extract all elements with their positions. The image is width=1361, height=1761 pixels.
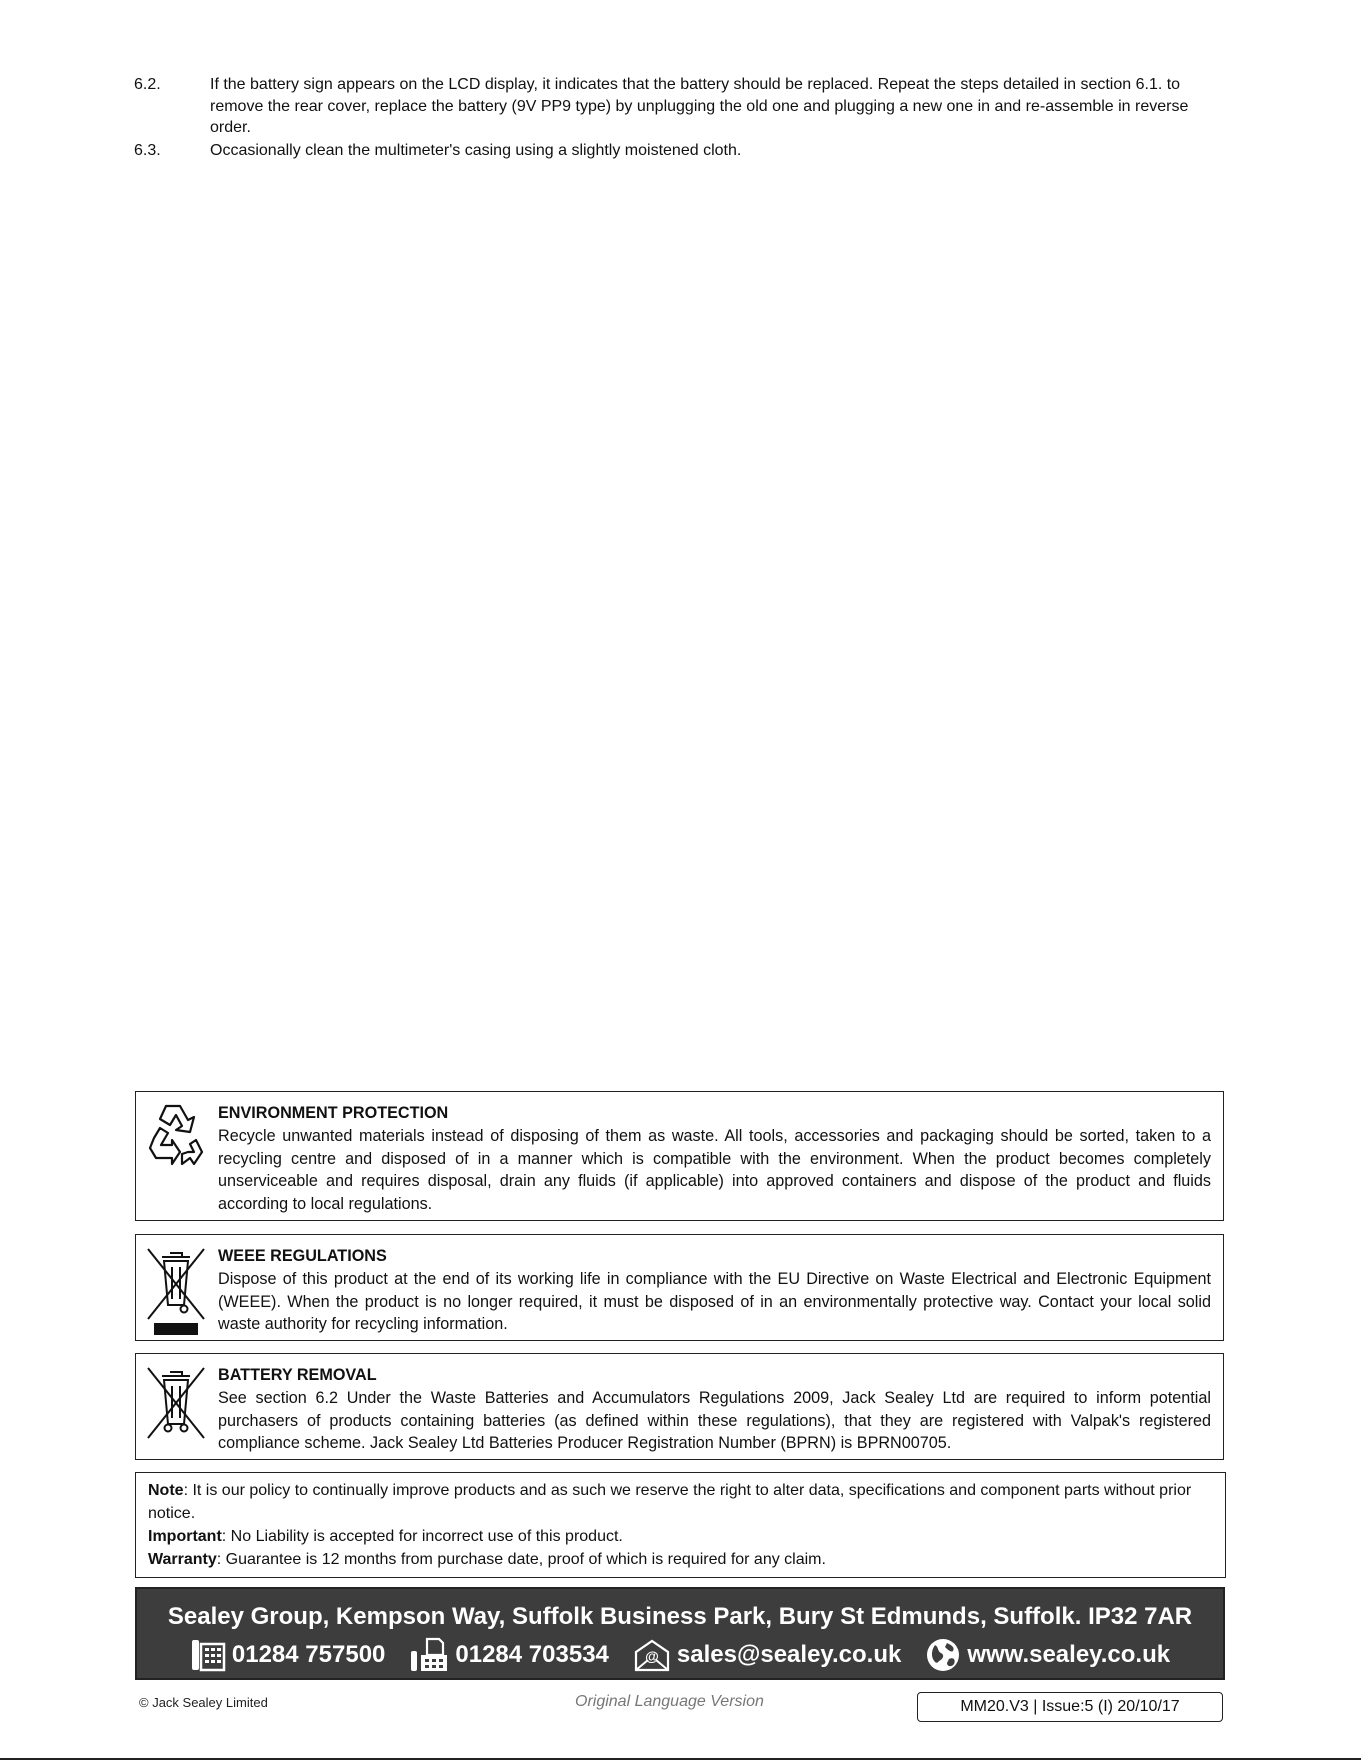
note-text: : It is our policy to continually improve products and as such we reserve the right to alter data, specifications and component parts without prior notice. [148, 1482, 1192, 1522]
box-heading: ENVIRONMENT PROTECTION [218, 1104, 449, 1122]
web-contact [925, 1637, 1170, 1673]
item-text: If the battery sign appears on the LCD display, it indicates that the battery should be replaced. Repeat the steps detailed in section 6.1. to remove the rear cover, replace the battery (9V PP9 type) by unplugging the old one and plugging a new one in and re-assemble in reverse order. [210, 76, 1189, 136]
website-link[interactable]: www.sealey.co.uk [967, 1641, 1171, 1668]
box-heading: WEEE REGULATIONS [218, 1247, 387, 1265]
environment-protection-box [135, 1091, 1224, 1221]
box-body: Recycle unwanted materials instead of disposing of them as waste. All tools, accessories and packaging should be sorted, taken to a recycling centre and disposed of in a manner which is compatible with the environment. When the product becomes completely unserviceable and requires disposal, drain any fluids (if applicable) into approved containers and dispose of the product and fluids according to local regulations. [218, 1126, 1211, 1214]
phone-icon [190, 1638, 226, 1672]
email-link[interactable]: sales@sealey.co.uk [676, 1641, 902, 1668]
copyright-text: © Jack Sealey Limited [139, 1695, 268, 1710]
weee-regulations-box [135, 1234, 1224, 1341]
fax-icon [409, 1637, 449, 1673]
item-number: 6.3. [134, 142, 161, 159]
crossed-bin-icon [144, 1243, 204, 1333]
box-heading: BATTERY REMOVAL [218, 1366, 377, 1384]
important-label: Important [148, 1528, 222, 1545]
note-line [148, 1479, 1213, 1525]
box-body: Dispose of this product at the end of its working life in compliance with the EU Directive on Waste Electrical and Electronic Equipment (WEEE). When the product is no longer required, it must be disposed of in an environmentally protective way. Contact your local solid waste authority for recycling information. [218, 1269, 1211, 1334]
svg-text:@: @ [645, 1648, 659, 1664]
page-bottom-rule [0, 1758, 1361, 1760]
email-contact [633, 1638, 901, 1672]
warranty-line [148, 1548, 1213, 1571]
contact-row [137, 1637, 1223, 1673]
globe-icon [925, 1637, 961, 1673]
document-reference: MM20.V3 | Issue:5 (I) 20/10/17 [917, 1692, 1223, 1722]
company-address: Sealey Group, Kempson Way, Suffolk Business Park, Bury St Edmunds, Suffolk. IP32 7AR [167, 1603, 1193, 1630]
crossed-bin-icon [144, 1362, 204, 1452]
box-body: See section 6.2 Under the Waste Batteries and Accumulators Regulations 2009, Jack Sealey Ltd are required to inform potential purchasers of products containing batteries (as defined within these regulations), that they are registered with Valpak's registered compliance scheme. Jack Sealey Ltd Batteries Producer Registration Number (BPRN) is BPRN00705. [218, 1388, 1211, 1453]
battery-removal-box [135, 1353, 1224, 1460]
email-icon [633, 1638, 671, 1672]
item-number: 6.2. [134, 76, 161, 93]
important-text: : No Liability is accepted for incorrect use of this product. [221, 1528, 623, 1545]
warranty-text: : Guarantee is 12 months from purchase date, proof of which is required for any claim. [216, 1551, 826, 1568]
note-label: Note [148, 1482, 184, 1499]
warranty-label: Warranty [148, 1551, 217, 1568]
phone-number: 01284 757500 [231, 1641, 386, 1668]
fax-number: 01284 703534 [455, 1641, 609, 1668]
fax-contact [409, 1637, 609, 1673]
phone-contact [190, 1638, 386, 1672]
footer-contact-bar [135, 1587, 1225, 1680]
important-line [148, 1525, 1213, 1548]
language-version-text: Original Language Version [575, 1693, 764, 1710]
note-box [135, 1472, 1226, 1578]
item-text: Occasionally clean the multimeter's casing using a slightly moistened cloth. [210, 142, 742, 159]
recycle-icon [144, 1100, 204, 1190]
